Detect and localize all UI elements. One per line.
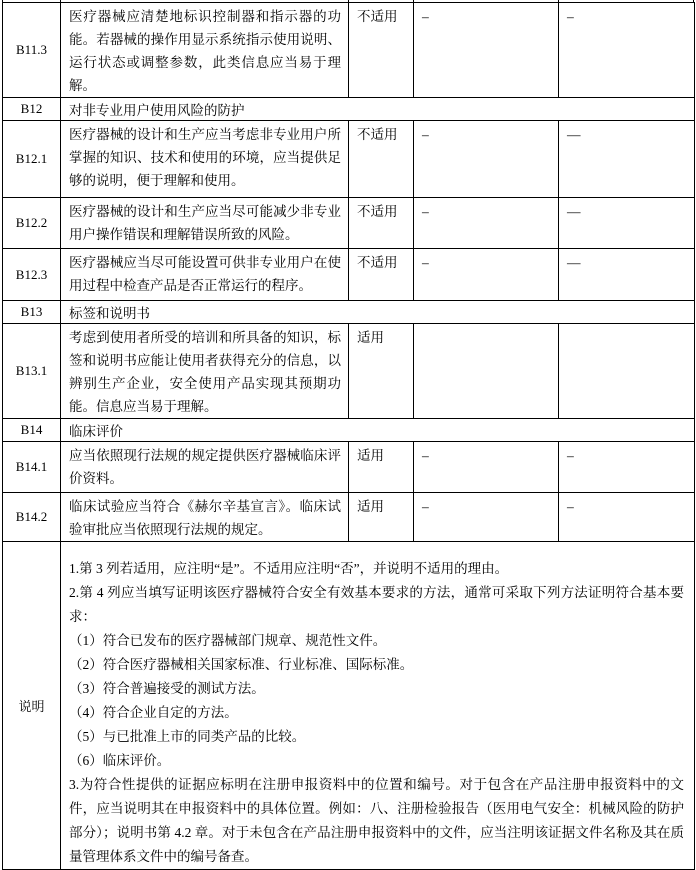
row-id: B11.3	[3, 3, 61, 98]
requirement-text: 临床试验应当符合《赫尔辛基宣言》。临床试验审批应当依照现行法规的规定。	[61, 493, 349, 542]
applicability-cell: 不适用	[349, 249, 414, 301]
row-id: B14.2	[3, 493, 61, 542]
table-row-b13-1	[3, 324, 695, 419]
evidence-cell: –	[559, 493, 695, 542]
section-title: 对非专业用户使用风险的防护	[61, 98, 695, 121]
applicability-cell: 适用	[349, 493, 414, 542]
row-id: B13	[3, 301, 61, 324]
requirement-text: 医疗器械应当尽可能设置可供非专业用户在使用过程中检查产品是否正常运行的程序。	[61, 249, 349, 301]
table-row-b12-3	[3, 249, 695, 301]
evidence-cell: —	[559, 249, 695, 301]
method-cell	[414, 324, 559, 419]
note-line: （3）符合普遍接受的测试方法。	[69, 681, 265, 696]
applicability-cell: 适用	[349, 324, 414, 419]
table-row-b12-1	[3, 121, 695, 198]
section-row-b14	[3, 419, 695, 442]
note-line: （4）符合企业自定的方法。	[69, 705, 238, 720]
note-line: （2）符合医疗器械相关国家标准、行业标准、国际标准。	[69, 657, 414, 672]
note-line: 1.第 3 列若适用，应注明“是”。不适用应注明“否”，并说明不适用的理由。	[69, 561, 509, 576]
applicability-cell: 不适用	[349, 3, 414, 98]
notes-row	[3, 542, 695, 870]
row-id: B14	[3, 419, 61, 442]
notes-cell	[61, 542, 695, 870]
applicability-cell: 不适用	[349, 121, 414, 198]
section-row-b13	[3, 301, 695, 324]
applicability-cell: 不适用	[349, 198, 414, 249]
note-line: （1）符合已发布的医疗器械部门规章、规范性文件。	[69, 633, 387, 648]
note-line: 3.为符合性提供的证据应标明在注册申报资料中的位置和编号。对于包含在产品注册申报资料中的文件，应当说明其在申报资料中的具体位置。例如：八、注册检验报告（医用电气安全：机械风险的防护部分）；说明书第 4.2 章。对于未包含在产品注册申报资料中的文件，应当注明该证据文件名称及其在质量管理体系文件中的编号备查。	[69, 777, 684, 864]
note-line: （5）与已批准上市的同类产品的比较。	[69, 729, 306, 744]
requirement-text: 医疗器械应清楚地标识控制器和指示器的功能。若器械的操作用显示系统指示使用说明、运行状态或调整参数，此类信息应当易于理解。	[61, 3, 349, 98]
requirement-text: 医疗器械的设计和生产应当考虑非专业用户所掌握的知识、技术和使用的环境，应当提供足够的说明，便于理解和使用。	[61, 121, 349, 198]
evidence-cell	[559, 324, 695, 419]
notes-label: 说明	[3, 542, 61, 870]
row-id: B14.1	[3, 442, 61, 493]
method-cell: –	[414, 198, 559, 249]
section-row-b12	[3, 98, 695, 121]
row-id: B12.1	[3, 121, 61, 198]
row-id: B13.1	[3, 324, 61, 419]
requirement-text: 医疗器械的设计和生产应当尽可能减少非专业用户操作错误和理解错误所致的风险。	[61, 198, 349, 249]
section-title: 标签和说明书	[61, 301, 695, 324]
table-row-b12-2	[3, 198, 695, 249]
note-line: （6）临床评价。	[69, 753, 171, 768]
method-cell: –	[414, 121, 559, 198]
evidence-cell: —	[559, 121, 695, 198]
evidence-cell: –	[559, 442, 695, 493]
row-id: B12.3	[3, 249, 61, 301]
method-cell: –	[414, 249, 559, 301]
requirements-table	[2, 2, 695, 870]
method-cell: –	[414, 442, 559, 493]
method-cell: –	[414, 493, 559, 542]
table-row-b14-2	[3, 493, 695, 542]
method-cell: –	[414, 3, 559, 98]
table-row-b14-1	[3, 442, 695, 493]
applicability-cell: 适用	[349, 442, 414, 493]
table-row-b11-3	[3, 3, 695, 98]
row-id: B12	[3, 98, 61, 121]
row-id: B12.2	[3, 198, 61, 249]
requirement-text: 考虑到使用者所受的培训和所具备的知识，标签和说明书应能让使用者获得充分的信息，以辨别生产企业，安全使用产品实现其预期功能。信息应当易于理解。	[61, 324, 349, 419]
evidence-cell: –	[559, 3, 695, 98]
note-line: 2.第 4 列应当填写证明该医疗器械符合安全有效基本要求的方法，通常可采取下列方法证明符合基本要求：	[69, 585, 684, 624]
evidence-cell: —	[559, 198, 695, 249]
section-title: 临床评价	[61, 419, 695, 442]
requirement-text: 应当依照现行法规的规定提供医疗器械临床评价资料。	[61, 442, 349, 493]
